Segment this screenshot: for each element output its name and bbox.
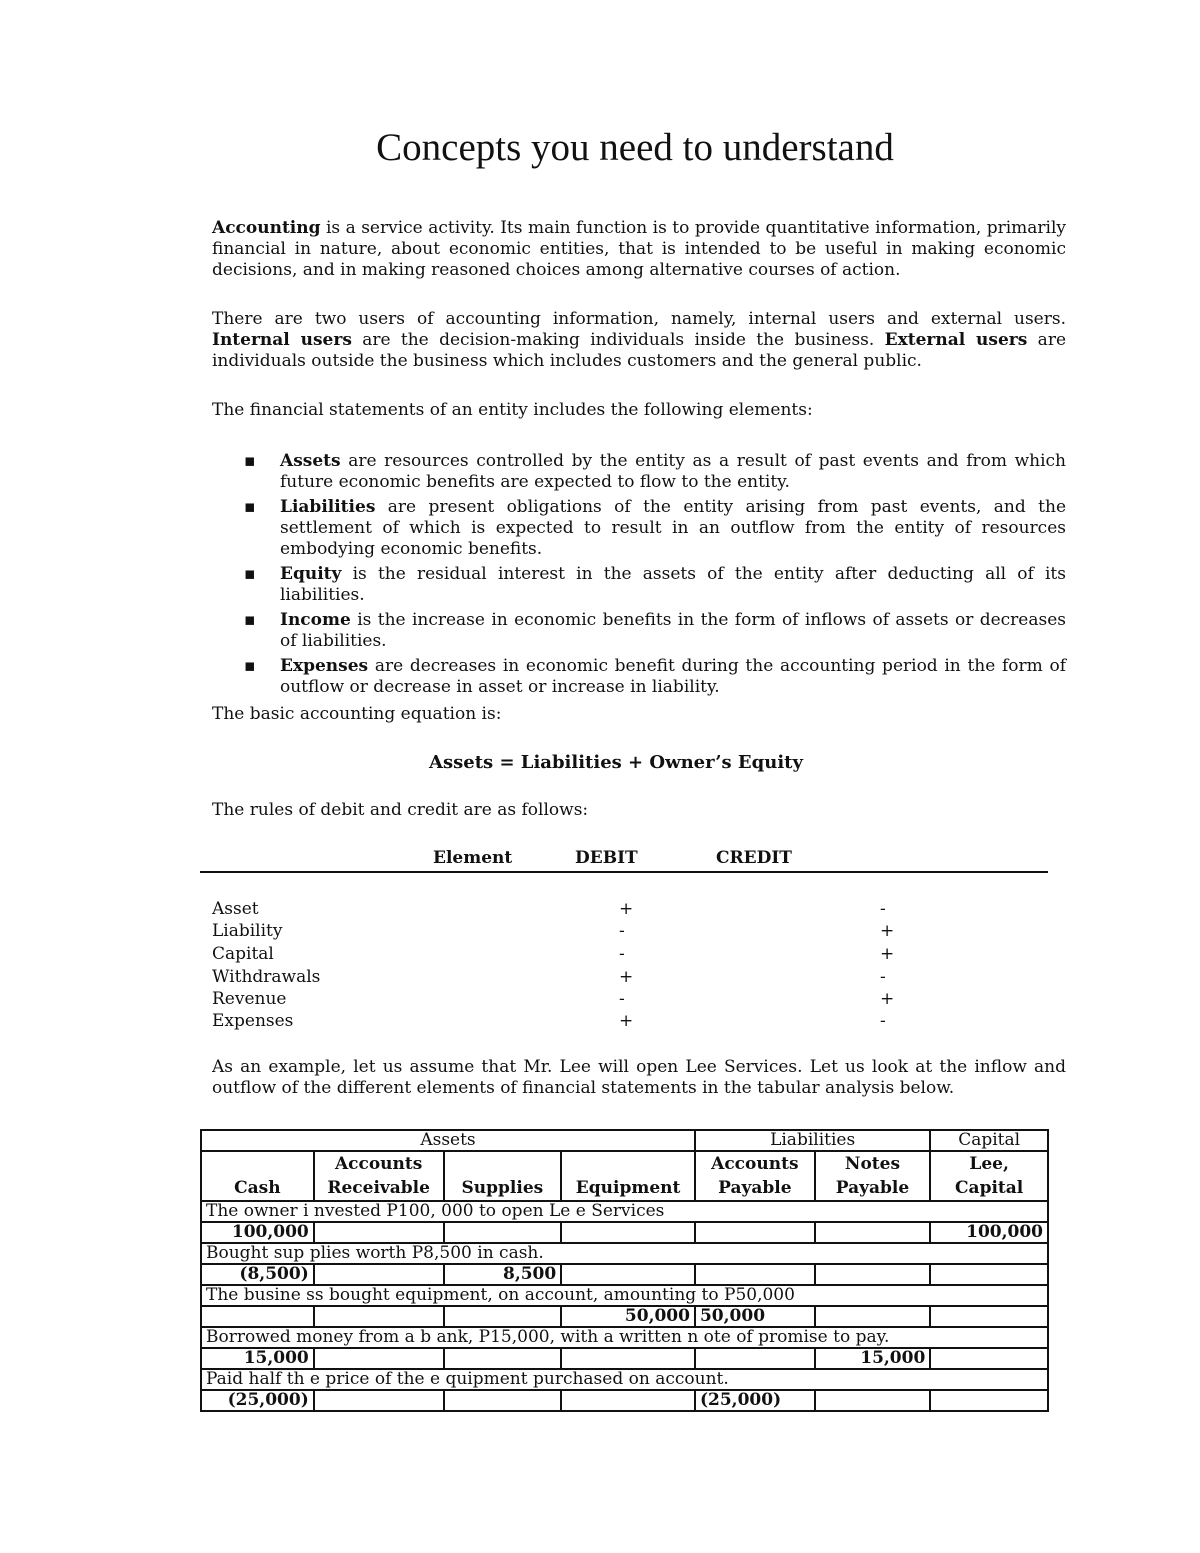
notes-payable-cell xyxy=(815,1306,931,1327)
lee-capital-cell: 100,000 xyxy=(930,1222,1048,1243)
transaction-values-row xyxy=(201,1390,1048,1411)
cash-cell: 15,000 xyxy=(201,1348,314,1369)
column-header-equipment xyxy=(561,1151,695,1201)
page-title: Concepts you need to understand xyxy=(376,126,894,169)
rule-debit: + xyxy=(619,1011,634,1031)
element-term: Equity xyxy=(280,564,342,584)
transaction-description: The owner i nvested P100, 000 to open Le e Services xyxy=(201,1201,1048,1222)
rule-credit: - xyxy=(880,899,886,919)
transaction-description-row xyxy=(201,1243,1048,1264)
column-header-line: Lee, xyxy=(969,1154,1009,1174)
example-paragraph: As an example, let us assume that Mr. Lee will open Lee Services. Let us look at the inflow and outflow of the different elements of financial statements in the tabular analysis below. xyxy=(212,1057,1066,1098)
rule-credit: + xyxy=(880,921,895,941)
rule-row xyxy=(212,921,912,943)
column-header-line: Supplies xyxy=(461,1178,544,1198)
element-term: Income xyxy=(280,610,351,630)
element-term: Liabilities xyxy=(280,497,376,517)
element-definition: is the increase in economic benefits in the form of inflows of assets or decreases of liabilities. xyxy=(280,610,1066,651)
column-header-line: Payable xyxy=(718,1178,792,1198)
rules-header-debit: DEBIT xyxy=(575,848,638,868)
assets-group-header: Assets xyxy=(201,1130,695,1151)
rule-credit: + xyxy=(880,944,895,964)
tabular-analysis-table xyxy=(200,1129,1049,1412)
column-header-line: Equipment xyxy=(575,1178,681,1198)
external-users-term: External users xyxy=(884,330,1028,350)
liabilities-group-header: Liabilities xyxy=(695,1130,930,1151)
list-item xyxy=(212,610,1066,652)
transaction-description: Borrowed money from a b ank, P15,000, with a written n ote of promise to pay. xyxy=(201,1327,1048,1348)
cash-cell xyxy=(201,1306,314,1327)
list-item xyxy=(212,451,1066,493)
equipment-cell xyxy=(561,1390,695,1411)
equipment-cell xyxy=(561,1264,695,1285)
accounts-payable-cell: 50,000 xyxy=(695,1306,815,1327)
lee-capital-cell xyxy=(930,1264,1048,1285)
column-header-supplies xyxy=(444,1151,562,1201)
elements-list xyxy=(212,451,1066,702)
rule-debit: + xyxy=(619,899,634,919)
transaction-description-row xyxy=(201,1201,1048,1222)
bullet-icon: ▪ xyxy=(244,451,256,471)
capital-group-header: Capital xyxy=(930,1130,1048,1151)
rule-row xyxy=(212,899,912,921)
transaction-values-row xyxy=(201,1264,1048,1285)
bullet-icon: ▪ xyxy=(244,656,256,676)
rules-divider xyxy=(200,871,1048,873)
rule-row xyxy=(212,1011,912,1033)
bullet-icon: ▪ xyxy=(244,610,256,630)
rule-credit: + xyxy=(880,989,895,1009)
internal-users-definition: are the decision-making individuals inside the business. xyxy=(351,330,885,350)
column-header-line: Accounts xyxy=(334,1154,423,1174)
rule-row xyxy=(212,967,912,989)
list-item xyxy=(212,656,1066,698)
cash-cell: (25,000) xyxy=(201,1390,314,1411)
bullet-icon: ▪ xyxy=(244,497,256,517)
column-header-accounts-payable xyxy=(695,1151,815,1201)
transaction-description-row xyxy=(201,1327,1048,1348)
column-header-line: Notes xyxy=(844,1154,901,1174)
rule-row xyxy=(212,944,912,966)
supplies-cell: 8,500 xyxy=(444,1264,562,1285)
element-definition: are decreases in economic benefit during the accounting period in the form of outflow or decrease in asset or increase in liability. xyxy=(280,656,1066,697)
rule-element: Liability xyxy=(212,921,283,941)
element-definition: are present obligations of the entity arising from past events, and the settlement of which is expected to result in an outflow from the entity of resources embodying economic benefits. xyxy=(280,497,1066,559)
column-header-line: Payable xyxy=(835,1178,910,1198)
lee-capital-cell xyxy=(930,1390,1048,1411)
element-definition: are resources controlled by the entity as a result of past events and from which future economic benefits are expected to flow to the entity. xyxy=(280,451,1066,492)
column-header-lee-capital xyxy=(930,1151,1048,1201)
element-term: Expenses xyxy=(280,656,369,676)
accounting-definition: is a service activity. Its main function is to provide quantitative information, primarily financial in nature, about economic entities, that is intended to be useful in making economic decisions, and in making reasoned choices among alternative courses of action. xyxy=(212,218,1066,280)
table-column-header-row xyxy=(201,1151,1048,1201)
cash-cell: 100,000 xyxy=(201,1222,314,1243)
accounting-term: Accounting xyxy=(212,218,321,238)
accounts-payable-cell xyxy=(695,1264,815,1285)
equipment-cell xyxy=(561,1222,695,1243)
supplies-cell xyxy=(444,1348,562,1369)
lee-capital-cell xyxy=(930,1306,1048,1327)
rule-debit: + xyxy=(619,967,634,987)
equipment-cell xyxy=(561,1348,695,1369)
supplies-cell xyxy=(444,1222,562,1243)
equation-lead: The basic accounting equation is: xyxy=(212,704,502,724)
notes-payable-cell xyxy=(815,1222,931,1243)
column-header-cash xyxy=(201,1151,314,1201)
supplies-cell xyxy=(444,1390,562,1411)
rule-element: Capital xyxy=(212,944,274,964)
bullet-icon: ▪ xyxy=(244,564,256,584)
table-group-header-row xyxy=(201,1130,1048,1151)
column-header-line: Cash xyxy=(234,1178,281,1198)
accounts-receivable-cell xyxy=(314,1222,444,1243)
rule-debit: - xyxy=(619,989,625,1009)
transaction-description: Bought sup plies worth P8,500 in cash. xyxy=(201,1243,1048,1264)
rule-element: Revenue xyxy=(212,989,287,1009)
column-header-accounts-receivable xyxy=(314,1151,444,1201)
elements-lead: The financial statements of an entity includes the following elements: xyxy=(212,400,813,420)
accounting-equation: Assets = Liabilities + Owner’s Equity xyxy=(429,752,803,773)
accounts-receivable-cell xyxy=(314,1306,444,1327)
users-intro: There are two users of accounting information, namely, internal users and external users. xyxy=(212,309,1066,329)
notes-payable-cell xyxy=(815,1390,931,1411)
accounts-receivable-cell xyxy=(314,1390,444,1411)
transaction-description-row xyxy=(201,1369,1048,1390)
users-paragraph xyxy=(212,309,1066,372)
transaction-values-row xyxy=(201,1222,1048,1243)
rule-credit: - xyxy=(880,1011,886,1031)
cash-cell: (8,500) xyxy=(201,1264,314,1285)
column-header-line: Receivable xyxy=(327,1178,430,1198)
accounts-payable-cell xyxy=(695,1348,815,1369)
rule-element: Withdrawals xyxy=(212,967,321,987)
transaction-values-row xyxy=(201,1306,1048,1327)
internal-users-term: Internal users xyxy=(212,330,352,350)
rule-row xyxy=(212,989,912,1011)
rule-debit: - xyxy=(619,944,625,964)
transaction-description: The busine ss bought equipment, on account, amounting to P50,000 xyxy=(201,1285,1048,1306)
lee-capital-cell xyxy=(930,1348,1048,1369)
accounts-receivable-cell xyxy=(314,1264,444,1285)
rule-debit: - xyxy=(619,921,625,941)
accounting-paragraph xyxy=(212,218,1066,281)
external-users-definition: are individuals outside the business which includes customers and the general public. xyxy=(212,330,1067,371)
rules-header-credit: CREDIT xyxy=(716,848,792,868)
rule-credit: - xyxy=(880,967,886,987)
supplies-cell xyxy=(444,1306,562,1327)
rules-header-element: Element xyxy=(433,848,513,868)
list-item xyxy=(212,564,1066,606)
transaction-values-row xyxy=(201,1348,1048,1369)
column-header-notes-payable xyxy=(815,1151,931,1201)
accounts-payable-cell: (25,000) xyxy=(695,1390,815,1411)
accounts-payable-cell xyxy=(695,1222,815,1243)
accounts-receivable-cell xyxy=(314,1348,444,1369)
notes-payable-cell: 15,000 xyxy=(815,1348,931,1369)
column-header-line: Capital xyxy=(955,1178,1024,1198)
transaction-description: Paid half th e price of the e quipment purchased on account. xyxy=(201,1369,1048,1390)
notes-payable-cell xyxy=(815,1264,931,1285)
rules-lead: The rules of debit and credit are as follows: xyxy=(212,800,589,820)
column-header-line: Accounts xyxy=(711,1154,799,1174)
transaction-description-row xyxy=(201,1285,1048,1306)
list-item xyxy=(212,497,1066,560)
element-term: Assets xyxy=(280,451,341,471)
element-definition: is the residual interest in the assets of the entity after deducting all of its liabilities. xyxy=(280,564,1066,605)
rule-element: Expenses xyxy=(212,1011,294,1031)
equipment-cell: 50,000 xyxy=(561,1306,695,1327)
rule-element: Asset xyxy=(212,899,259,919)
